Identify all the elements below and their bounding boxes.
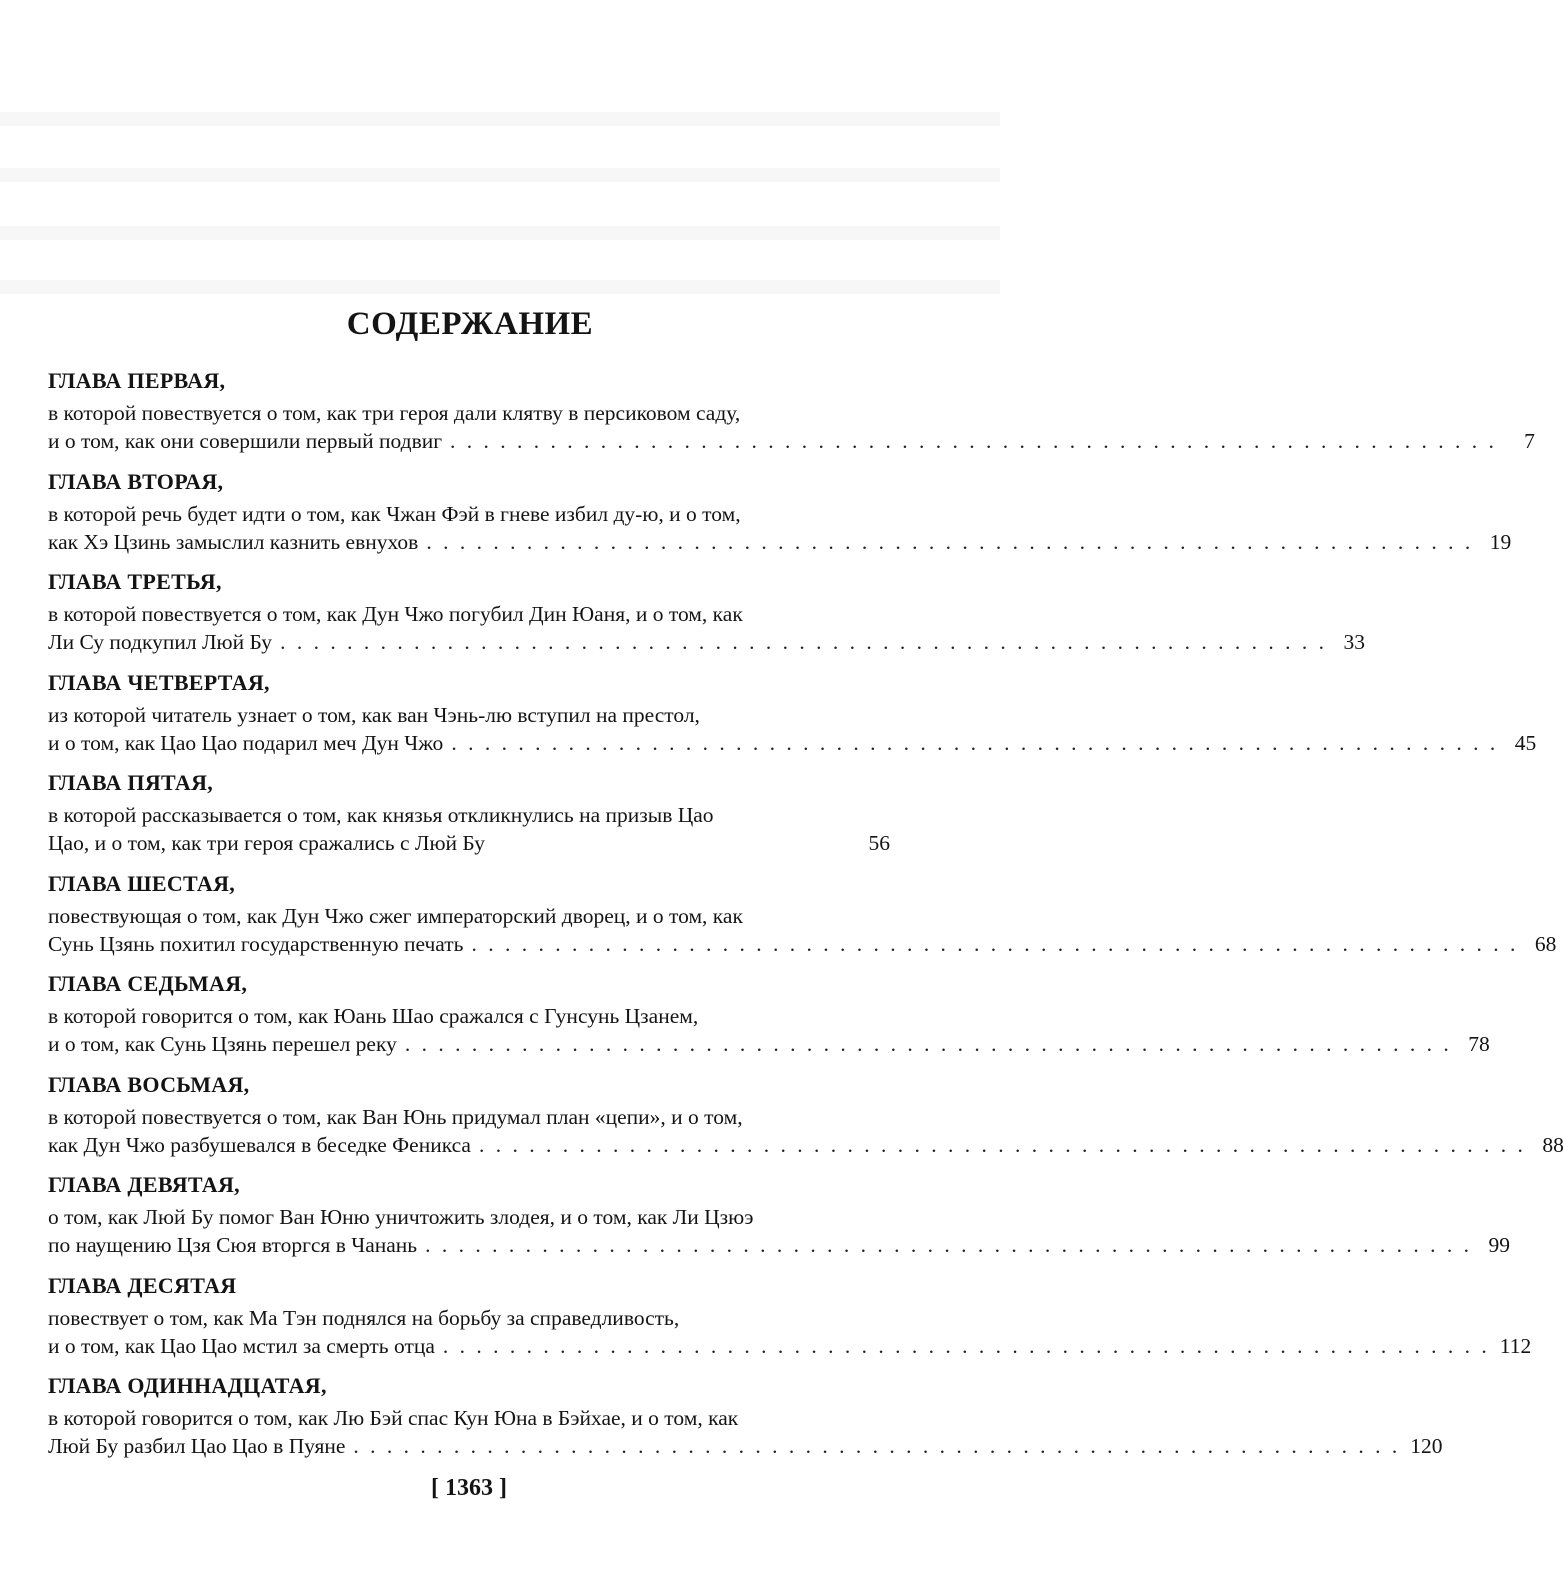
- chapter-summary-text: и о том, как Цао Цао мстил за смерть отца: [48, 1333, 435, 1358]
- toc-entry-10: [48, 1271, 1532, 1372]
- chapter-summary-line: в которой рассказывается о том, как князья откликнулись на призыв Цао: [48, 803, 714, 827]
- chapter-title: ГЛАВА ПЯТАЯ,: [48, 770, 214, 795]
- dot-leader: . . . . . . . . . . . . . . . . . . . . . . . . . . . . . . . . . . . . . . . . . . . . . . . . . . . . . . . . . . . . . . .: [471, 931, 1519, 956]
- chapter-summary-text: и о том, как Цао Цао подарил меч Дун Чжо: [48, 730, 444, 755]
- toc-entry-2: [48, 467, 1512, 568]
- chapter-title: ГЛАВА ПЕРВАЯ,: [48, 368, 226, 393]
- chapter-summary-last-line: [48, 930, 1557, 958]
- chapter-summary-line: повествует о том, как Ма Тэн поднялся на борьбу за справедливость,: [48, 1305, 680, 1330]
- chapter-summary-line: в которой повествуется о том, как Ван Юнь придумал план «цепи», и о том,: [48, 1104, 743, 1129]
- chapter-title: ГЛАВА ТРЕТЬЯ,: [48, 569, 222, 594]
- chapter-summary-text: и о том, как они совершили первый подвиг: [48, 429, 443, 453]
- page-number: 56: [868, 831, 890, 855]
- page-number: 33: [1343, 630, 1365, 654]
- chapter-summary-last-line: [48, 528, 1512, 556]
- dot-leader: . . . . . . . . . . . . . . . . . . . . . . . . . . . . . . . . . . . . . . . . . . . . . . . . . . . . . . . . . . . . . . .: [404, 1032, 1452, 1056]
- chapter-title: ГЛАВА ОДИННАДЦАТАЯ,: [48, 1373, 327, 1398]
- dot-leader: . . . . . . . . . . . . . . . . . . . . . . . . . . . . . . . . . . . . . . . . . . . . . . . . . . . . . . . . . . . . . . .: [280, 630, 1327, 654]
- bleed-through-band: [0, 226, 1000, 240]
- dot-leader: . . . . . . . . . . . . . . . . . . . . . . . . . . . . . . . . . . . . . . . . . . . . . . . . . . . . . . . . . . . . . . .: [425, 1233, 1472, 1257]
- toc-entry-4: [48, 668, 1537, 769]
- dot-leader: . . . . . . . . . . . . . . . . . . . . . . . . . . . . . . . . . . . . . . . . . . . . . . . . . . . . . . . . . . . . . . .: [478, 1132, 1526, 1157]
- page-number: 99: [1488, 1233, 1510, 1257]
- chapter-summary-text: как Хэ Цзинь замыслил казнить евнухов: [48, 529, 419, 554]
- chapter-summary-line: в которой повествуется о том, как Дун Чжо погубил Дин Юаня, и о том, как: [48, 602, 743, 626]
- table-of-contents: [48, 366, 1564, 1472]
- page-number: 112: [1499, 1333, 1532, 1358]
- chapter-summary-last-line: [48, 829, 890, 857]
- chapter-summary-last-line: [48, 427, 1535, 455]
- chapter-summary-line: в которой говорится о том, как Юань Шао сражался с Гунсунь Цзанем,: [48, 1004, 699, 1028]
- chapter-summary-last-line: [48, 1231, 1510, 1259]
- chapter-summary-text: Люй Бу разбил Цао Цао в Пуяне: [48, 1434, 346, 1458]
- toc-entry-6: [48, 869, 1557, 970]
- chapter-summary-line: о том, как Люй Бу помог Ван Юню уничтожить злодея, и о том, как Ли Цзюэ: [48, 1205, 754, 1229]
- chapter-title: ГЛАВА СЕДЬМАЯ,: [48, 971, 248, 996]
- chapter-title: ГЛАВА ВТОРАЯ,: [48, 468, 224, 494]
- chapter-title: ГЛАВА ВОСЬМАЯ,: [48, 1071, 250, 1097]
- chapter-summary-last-line: [48, 1131, 1564, 1159]
- chapter-summary-last-line: [48, 729, 1537, 757]
- toc-entry-5: [48, 768, 890, 869]
- page-number: 120: [1410, 1434, 1443, 1458]
- chapter-summary-line: в которой говорится о том, как Лю Бэй спас Кун Юна в Бэйхае, и о том, как: [48, 1406, 739, 1430]
- page-number: 78: [1468, 1032, 1490, 1056]
- chapter-summary-text: Цао, и о том, как три героя сражались с Люй Бу: [48, 831, 485, 855]
- dot-leader: . . . . . . . . . . . . . . . . . . . . . . . . . . . . . . . . . . . . . . . . . . . . . . . . . . . . . . . . . . . . . . .: [353, 1434, 1401, 1458]
- chapter-summary-text: Ли Су подкупил Люй Бу: [48, 630, 273, 654]
- chapter-title: ГЛАВА ДЕСЯТАЯ: [48, 1272, 237, 1298]
- chapter-summary-last-line: [48, 1030, 1490, 1058]
- toc-entry-8: [48, 1070, 1564, 1171]
- toc-entry-11: [48, 1371, 1443, 1472]
- page-folio: [ 1363 ]: [431, 1475, 507, 1501]
- dot-leader: . . . . . . . . . . . . . . . . . . . . . . . . . . . . . . . . . . . . . . . . . . . . . . . . . . . . . . . . . . . . . . .: [426, 529, 1474, 554]
- bleed-through-band: [0, 168, 1000, 182]
- chapter-summary-last-line: [48, 628, 1365, 656]
- chapter-summary-line: из которой читатель узнает о том, как ван Чэнь-лю вступил на престол,: [48, 702, 700, 727]
- page-number: 88: [1542, 1132, 1564, 1157]
- toc-entry-3: [48, 567, 1365, 668]
- page-number: 45: [1514, 730, 1537, 755]
- page-number: 7: [1524, 429, 1535, 453]
- toc-entry-9: [48, 1170, 1510, 1271]
- page-title: СОДЕРЖАНИЕ: [346, 306, 594, 342]
- chapter-title: ГЛАВА ШЕСТАЯ,: [48, 870, 236, 896]
- page-number: 19: [1489, 529, 1512, 554]
- chapter-summary-text: и о том, как Сунь Цзянь перешел реку: [48, 1032, 397, 1056]
- bleed-through-band: [0, 280, 1000, 294]
- chapter-summary-line: повествующая о том, как Дун Чжо сжег императорский дворец, и о том, как: [48, 903, 743, 928]
- chapter-summary-line: в которой повествуется о том, как три героя дали клятву в персиковом саду,: [48, 401, 741, 425]
- page-number: 68: [1534, 931, 1557, 956]
- chapter-summary-last-line: [48, 1332, 1532, 1360]
- chapter-title: ГЛАВА ДЕВЯТАЯ,: [48, 1172, 240, 1197]
- toc-entry-1: [48, 366, 1535, 467]
- chapter-summary-line: в которой речь будет идти о том, как Чжан Фэй в гневе избил ду-ю, и о том,: [48, 501, 741, 526]
- dot-leader: . . . . . . . . . . . . . . . . . . . . . . . . . . . . . . . . . . . . . . . . . . . . . . . . . . . . . . . . . . . . . . .: [450, 429, 1497, 453]
- chapter-summary-text: Сунь Цзянь похитил государственную печать: [48, 931, 464, 956]
- chapter-summary-last-line: [48, 1432, 1443, 1460]
- chapter-title: ГЛАВА ЧЕТВЕРТАЯ,: [48, 669, 270, 695]
- chapter-summary-text: по наущению Цзя Сюя вторгся в Чанань: [48, 1233, 418, 1257]
- chapter-summary-text: как Дун Чжо разбушевался в беседке Феникса: [48, 1132, 471, 1157]
- toc-entry-7: [48, 969, 1490, 1070]
- bleed-through-band: [0, 112, 1000, 126]
- dot-leader: . . . . . . . . . . . . . . . . . . . . . . . . . . . . . . . . . . . . . . . . . . . . . . . . . . . . . . . . . . . . . . .: [451, 730, 1499, 755]
- dot-leader: . . . . . . . . . . . . . . . . . . . . . . . . . . . . . . . . . . . . . . . . . . . . . . . . . . . . . . . . . . . . . . .: [442, 1333, 1490, 1358]
